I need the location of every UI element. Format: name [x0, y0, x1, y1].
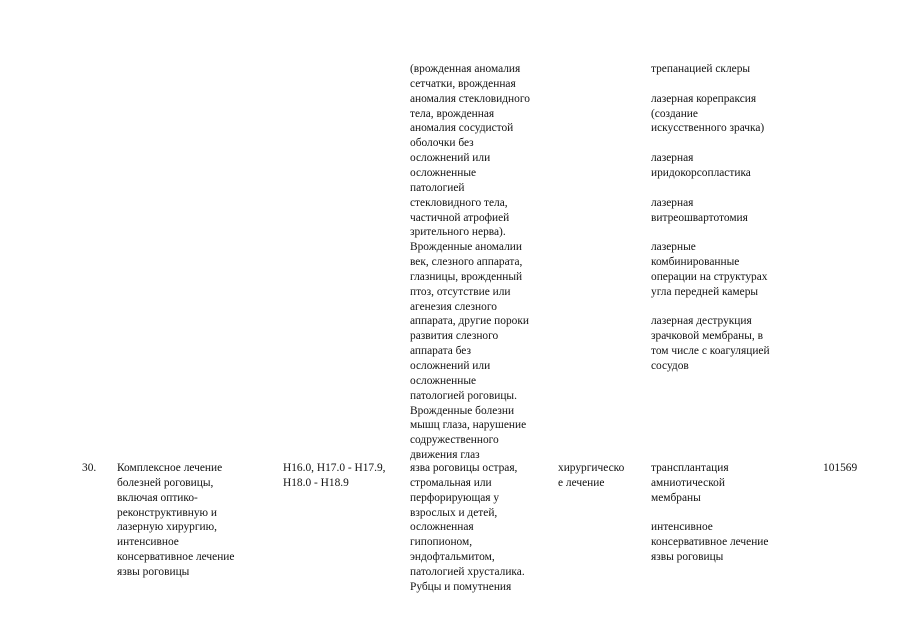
- model-text-line: осложненные: [410, 374, 477, 387]
- model-text-line: содружественного: [410, 434, 499, 447]
- name-text-line: включая оптико-: [117, 491, 198, 504]
- method-text-line: лазерные: [651, 241, 696, 254]
- name-text-line: консервативное лечение: [117, 551, 235, 564]
- method-text-line: операции на структурах: [651, 270, 768, 283]
- method-text-line: мембраны: [651, 491, 701, 504]
- model-text-line: агенезия слезного: [410, 300, 497, 313]
- model-text-line: Врожденные болезни: [410, 404, 515, 417]
- model-text-line: взрослых и детей,: [410, 506, 498, 519]
- method-text-line: амниотической: [651, 476, 725, 489]
- model-text-line: осложнений или: [410, 360, 491, 372]
- cost-value: 101569: [823, 462, 858, 474]
- model-text-line: патологией роговицы.: [410, 389, 517, 402]
- method-text-line: угла передней камеры: [651, 285, 759, 298]
- model-text-line: развития слезного: [410, 330, 499, 343]
- model-text-line: стромальная или: [410, 476, 492, 489]
- model-text-line: осложненная: [410, 521, 474, 534]
- model-text-line: аппарата, другие пороки: [410, 315, 529, 328]
- model-text-line: аномалия сосудистой: [410, 122, 514, 135]
- treatment-type-line: хирургическо: [558, 462, 625, 474]
- model-text-line: зрительного нерва).: [410, 226, 506, 239]
- model-text-line: тела, врожденная: [410, 107, 495, 120]
- name-text-line: болезней роговицы,: [117, 476, 214, 489]
- model-text-line: осложнений или: [410, 152, 491, 165]
- method-text-line: (создание: [651, 107, 698, 120]
- icd-codes-line: H18.0 - H18.9: [283, 476, 349, 489]
- name-text-line: Комплексное лечение: [117, 462, 223, 474]
- model-text-line: перфорирующая у: [410, 491, 500, 504]
- method-text-line: том числе с коагуляцией: [651, 345, 770, 358]
- treatment-type-line: е лечение: [558, 476, 605, 489]
- method-text-line: лазерная: [651, 152, 694, 165]
- model-text-line: оболочки без: [410, 137, 474, 150]
- name-text-line: язвы роговицы: [117, 565, 190, 578]
- model-text-line: эндофтальмитом,: [410, 551, 495, 564]
- model-text-line: патологией: [410, 181, 465, 194]
- model-text-line: движения глаз: [410, 449, 480, 462]
- method-text-line: иридокорсопластика: [651, 166, 751, 179]
- method-text-line: искусственного зрачка): [651, 122, 765, 135]
- name-text-line: лазерную хирургию,: [117, 521, 217, 534]
- model-text-line: век, слезного аппарата,: [410, 256, 523, 269]
- method-text-line: лазерная деструкция: [651, 315, 752, 328]
- method-text-line: зрачковой мембраны, в: [651, 330, 763, 343]
- model-text-line: мышц глаза, нарушение: [410, 419, 527, 432]
- method-text-line: язвы роговицы: [651, 551, 724, 564]
- model-text-line: Врожденные аномалии: [410, 241, 522, 254]
- method-text-line: трепанацией склеры: [651, 63, 751, 75]
- model-text-line: Рубцы и помутнения: [410, 580, 512, 593]
- method-text-line: трансплантация: [651, 462, 729, 474]
- model-text-line: патологией хрусталика.: [410, 565, 525, 578]
- model-text-line: аппарата без: [410, 345, 471, 358]
- method-text-line: лазерная корепраксия: [651, 92, 757, 105]
- model-text-line: (врожденная аномалия: [410, 63, 521, 75]
- method-text-line: сосудов: [651, 360, 689, 372]
- model-text-line: частичной атрофией: [410, 211, 510, 224]
- method-text-line: лазерная: [651, 196, 694, 209]
- row-number: 30.: [82, 462, 97, 474]
- model-text-line: аномалия стекловидного: [410, 92, 530, 105]
- name-text-line: интенсивное: [117, 536, 179, 549]
- model-text-line: стекловидного тела,: [410, 196, 508, 209]
- model-text-line: глазницы, врожденный: [410, 270, 523, 283]
- method-text-line: консервативное лечение: [651, 536, 769, 549]
- method-text-line: витреошвартотомия: [651, 211, 748, 224]
- icd-codes-line: H16.0, H17.0 - H17.9,: [283, 462, 386, 474]
- model-text-line: язва роговицы острая,: [410, 462, 518, 474]
- method-text-line: интенсивное: [651, 521, 713, 534]
- name-text-line: реконструктивную и: [117, 506, 217, 519]
- model-text-line: сетчатки, врожденная: [410, 77, 516, 90]
- method-text-line: комбинированные: [651, 256, 740, 269]
- model-text-line: птоз, отсутствие или: [410, 285, 511, 298]
- model-text-line: осложненные: [410, 166, 477, 179]
- model-text-line: гипопионом,: [410, 536, 473, 549]
